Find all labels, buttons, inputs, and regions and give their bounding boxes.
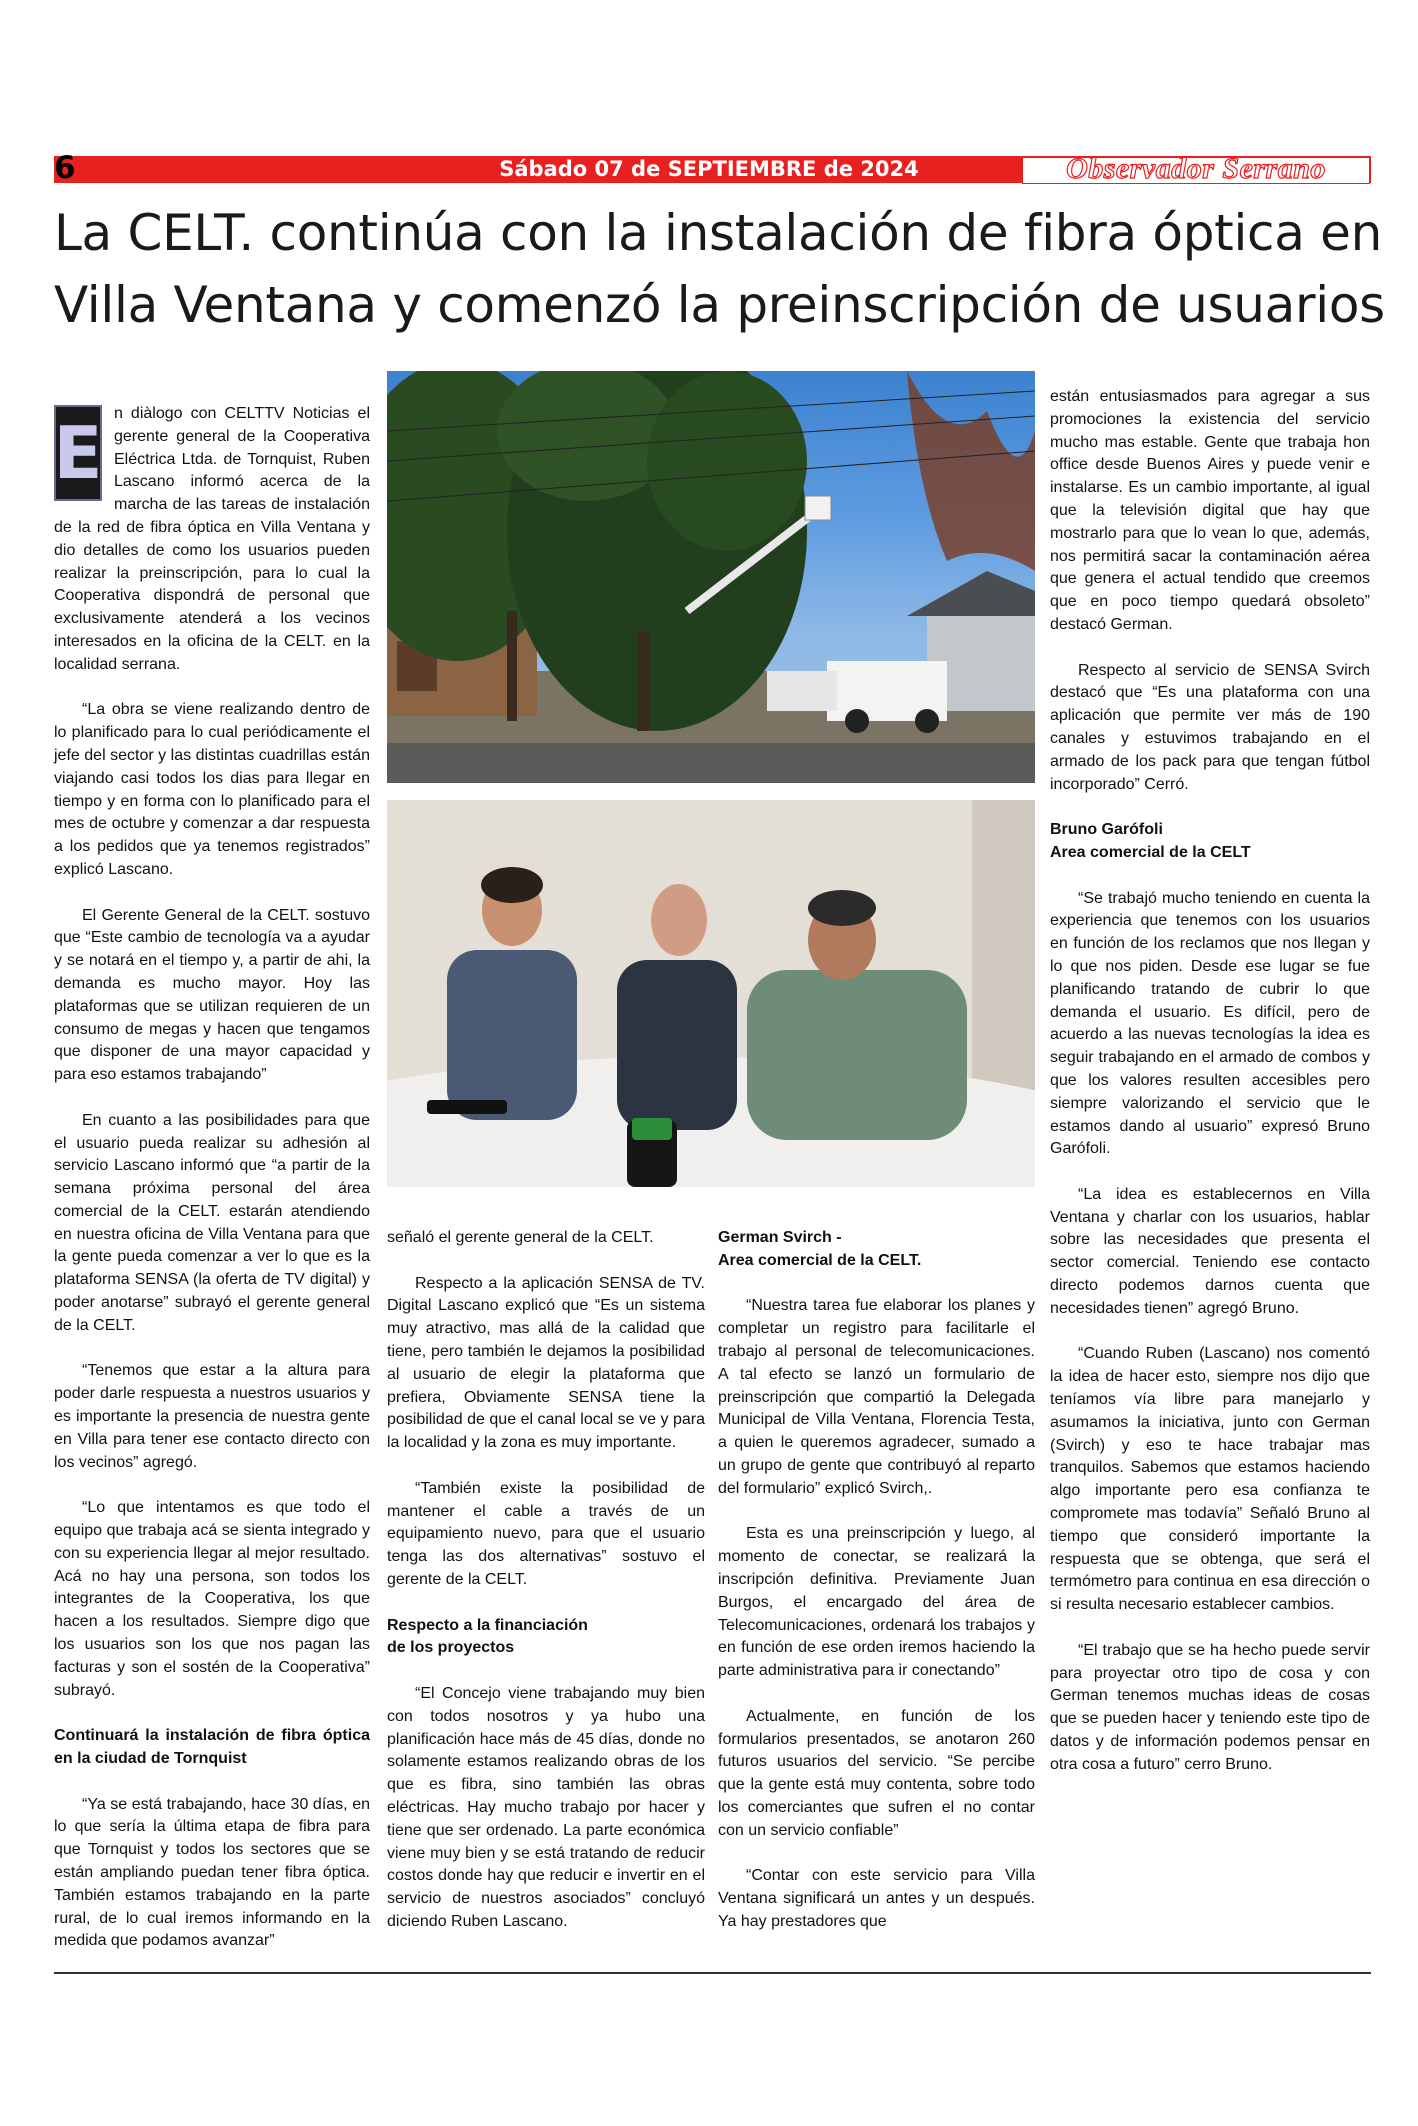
subheading: Respecto a la financiación de los proyectos [387, 1616, 588, 1657]
paragraph: Esta es una preinscripción y luego, al momento de conectar, se realizará la inscripción definitiva. Previamente Juan Burgos, el encargado del área de Telecomunicaciones, ordenará los trabajos y en función de ese orden iremos haciendo la parte administrativa para ir conectando” [718, 1525, 1035, 1680]
headline-line-2: Villa Ventana y comenzó la preinscripción de usuarios [54, 276, 1385, 334]
column-2 [387, 1227, 705, 1934]
paragraph: Respecto al servicio de SENSA Svirch destacó que “Es una plataforma con una aplicación que permite ver más de 190 canales y estuvimos trabajando en el armado de los pack para que tengan fútbol incorporado” Cerró. [1050, 661, 1370, 793]
drop-cap: E [54, 405, 102, 501]
subheading: Continuará la instalación de fibra óptica en la ciudad de Tornquist [54, 1727, 370, 1768]
paragraph: El Gerente General de la CELT. sostuvo que “Este cambio de tecnología va a ayudar y se notará en el tiempo y, a partir de ahi, la demanda es mucho mayor. Hoy las plataformas que se utilizan requieren de un consumo de megas y hacen que tengamos que disponer de una mayor capacidad y para eso estamos trabajando” [54, 906, 370, 1084]
paragraph: señaló el gerente general de la CELT. [387, 1229, 654, 1246]
paragraph: “La obra se viene realizando dentro de lo planificado para lo cual periódicamente el jefe del sector y las distintas cuadrillas están viajando casi todos los dias para llegar en tiempo y en forma con lo planificado para el mes de octubre y comenzar a dar respuesta a los pedidos que ya tenemos registrados” explicó Lascano. [54, 701, 370, 878]
issue-date: Sábado 07 de SEPTIEMBRE de 2024 [499, 157, 919, 181]
photo-interview [387, 800, 1035, 1187]
column-4 [1050, 386, 1370, 1777]
paragraph: “El trabajo que se ha hecho puede servir para proyectar otro tipo de cosa y con German tenemos muchas ideas de cosas que se pueden hacer y teniendo este tipo de datos y de información podemos pensar en otra cosa a futuro” cerro Bruno. [1050, 1641, 1370, 1773]
paragraph: están entusiasmados para agregar a sus promociones la existencia del servicio mucho mas estable. Gente que trabaja hon office desde Buenos Aires y puede venir e instalarse. Es un cambio importante, al igual que la televisión digital que hay que mostrarlo para que lo vean lo que, además, nos permitirá sacar la contaminación aérea que genera el actual tendido que creemos que en poco tiempo quedará obsoleto” destacó German. [1050, 388, 1370, 633]
subheading: German Svirch - Area comercial de la CELT. [718, 1229, 922, 1269]
paragraph: “Cuando Ruben (Lascano) nos comentó la idea de hacer esto, siempre nos dijo que teníamos vía libre para manejarlo y asumamos la iniciativa, junto con German (Svirch) y eso te hace trabajar mas tranquilos. Sabemos que estamos haciendo algo importante pero esa confianza te compromete mas todavía” Señaló Bruno al tiempo que consideró importante la respuesta que se obtenga, que será el termómetro para continua en esa dirección o si resulta necesario establecer cambios. [1050, 1345, 1370, 1614]
photo-fiber-installation [387, 371, 1035, 783]
paragraph: “La idea es establecernos en Villa Ventana y charlar con los usuarios, hablar sobre las necesidades que presenta el sector comercial. Teniendo ese contacto directo podemos darnos cuenta que necesidades tienen” agregó Bruno. [1050, 1185, 1370, 1317]
paragraph: Actualmente, en función de los formularios presentados, se anotaron 260 futuros usuarios del servicio. “Se percibe que la gente está muy contenta, sobre todo los comerciantes que sufren el no contar con un servicio confiable” [718, 1707, 1035, 1839]
paragraph: “Contar con este servicio para Villa Ventana significará un antes y un después. Ya hay prestadores que [718, 1867, 1035, 1930]
photo-street-scene [387, 371, 1035, 783]
article-headline [54, 197, 1385, 341]
paragraph: En cuanto a las posibilidades para que el usuario pueda realizar su adhesión al servicio Lascano informó que “a partir de la semana próxima personal del área comercial de la CELT. estarán atendiendo en nuestra oficina de Villa Ventana para que la gente pueda comenzar a ver lo que es la plataforma SENSA (la oferta de TV digital) y poder anotarse” subrayó el gerente general de la CELT. [54, 1111, 370, 1334]
masthead-logo: Observador Serrano [1066, 152, 1326, 185]
paragraph: “Se trabajó mucho teniendo en cuenta la experiencia que tenemos con los usuarios en función de los reclamos que nos llegan y lo que nos piden. Desde ese lugar se fue planificando tratando de cubrir lo que demanda el usuario. Es difícil, pero de acuerdo a las nuevas tecnologías la idea es seguir trabajando en el armado de combos y que los valores resulten accesibles pero siempre valorizando el servicio que le estamos dando al usuario” expresó Bruno Garófoli. [1050, 889, 1370, 1158]
column-3 [718, 1227, 1035, 1934]
paragraph: “El Concejo viene trabajando muy bien con todos nosotros y ya hubo una planificación hace más de 45 días, donde no solamente estamos realizando obras de los que es fibra, sino también las obras eléctricas. Hay mucho trabajo por hacer y tiene que ser ordenado. La parte económica viene muy bien y se está tratando de reducir costos donde hay que reducir e invertir en el servicio de nuestros asociados” concluyó diciendo Ruben Lascano. [387, 1684, 705, 1930]
bottom-rule [54, 1972, 1371, 1974]
paragraph: “También existe la posibilidad de mantener el cable a través de un equipamiento nuevo, para que el usuario tenga las dos alternativas” sostuvo el gerente de la CELT. [387, 1479, 705, 1588]
paragraph: Respecto a la aplicación SENSA de TV. Digital Lascano explicó que “Es un sistema muy atractivo, mas allá de la calidad que tiene, pero también le dejamos la posibilidad al usuario de elegir la plataforma que prefiera, Obviamente SENSA tiene la posibilidad de que el canal local se ve y para la localidad y la zona es muy importante. [387, 1274, 705, 1452]
paragraph: “Lo que intentamos es que todo el equipo que trabaja acá se sienta integrado y con su experiencia llegar al mejor resultado. Acá no hay una persona, son todos los integrantes de la Cooperativa, los que hacen a los resultados. Siempre digo que los usuarios son los que nos pagan las facturas y son el sostén de la Cooperativa” subrayó. [54, 1499, 370, 1699]
paragraph: “Ya se está trabajando, hace 30 días, en lo que sería la última etapa de fibra para que Tornquist y todos los sectores que se están ampliando puedan tener fibra óptica. También estamos trabajando en la parte rural, de lo cual iremos informando en la medida que podamos avanzar” [54, 1795, 370, 1950]
lead-paragraph: E n diàlogo con CELTTV Noticias el gerente general de la Cooperativa Eléctrica Ltda. de Tornquist, Ruben Lascano informó acerca de la marcha de las tareas de instalación de la red de fibra óptica en Villa Ventana y dio detalles de como los usuarios pueden realizar la preinscripción, para lo cual la Cooperativa dispondrá de personal que exclusivamente atenderá a los vecinos interesados en la oficina de la CELT. en la localidad serrana. [53, 405, 370, 673]
paragraph: “Nuestra tarea fue elaborar los planes y completar un registro para facilitarle el trabajo al personal de telecomunicaciones. A tal efecto se lanzó un formulario de preinscripción que compartió la Delegada Municipal de Villa Ventana, Florencia Testa, a quien le queremos agradecer, sumado a un grupo de gente que contribuyó al reparto del formulario” explicó Svirch,. [718, 1297, 1035, 1497]
photo-three-men-table [387, 800, 1035, 1187]
subheading: Bruno Garófoli Area comercial de la CELT [1050, 821, 1251, 861]
page-number: 6 [54, 150, 76, 186]
headline-line-1: La CELT. continúa con la instalación de fibra óptica en [54, 204, 1383, 262]
paragraph: “Tenemos que estar a la altura para poder darle respuesta a nuestros usuarios y es importante la presencia de nuestra gente en Villa para tener ese contacto directo con los vecinos” agregó. [54, 1362, 370, 1471]
column-1 [54, 403, 370, 1953]
